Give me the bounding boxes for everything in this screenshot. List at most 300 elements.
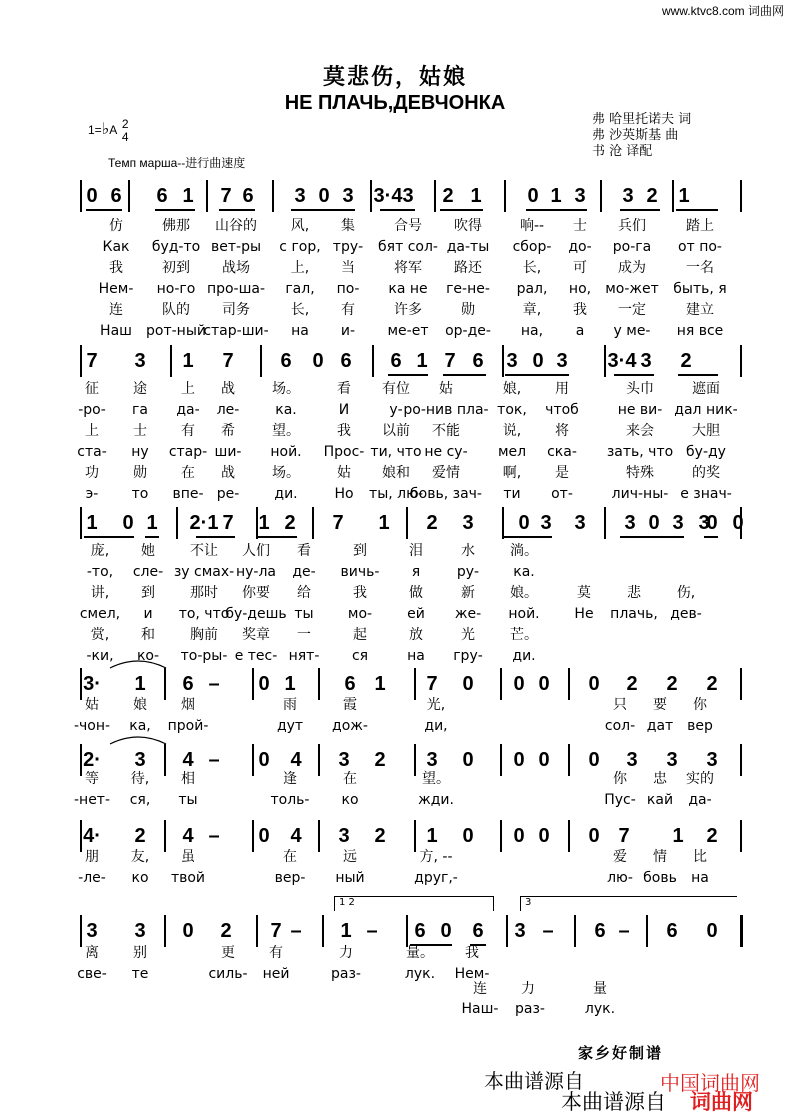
note: 1	[470, 185, 482, 207]
lyric-word: бовь	[643, 870, 677, 886]
lyric-word: же-	[454, 606, 482, 622]
note: 0	[513, 825, 525, 847]
lyric-word: 霞	[343, 697, 357, 713]
barline	[672, 180, 674, 212]
beam	[678, 374, 718, 376]
barline	[740, 915, 743, 947]
lyric-word: не ви-	[617, 402, 663, 418]
beam	[291, 209, 355, 211]
lyric-word: 力	[521, 981, 535, 997]
site-watermark: www.ktvc8.com 词曲网	[661, 4, 784, 18]
barline	[80, 668, 82, 700]
beam	[704, 536, 718, 538]
lyric-word: ти	[503, 486, 521, 502]
note: 3·4	[607, 350, 637, 372]
barline	[370, 180, 372, 212]
lyric-word: ре-	[216, 486, 240, 502]
lyric-word: 悲	[627, 585, 641, 601]
lyric-word: 遮面	[692, 381, 720, 397]
barline	[500, 820, 502, 852]
lyric-word: 光	[461, 627, 475, 643]
note: 0	[527, 185, 539, 207]
credit-music: 弗 沙英斯基 曲	[592, 128, 679, 143]
note: 2	[442, 185, 454, 207]
lyric-word: 比	[693, 849, 707, 865]
lyric-word: а	[575, 323, 585, 339]
lyric-word: на	[407, 648, 425, 664]
lyric-word: 一定	[618, 302, 646, 318]
lyric-word: И	[338, 402, 350, 418]
lyric-word: 司务	[222, 302, 250, 318]
barline	[568, 668, 570, 700]
lyric-word: ста-	[77, 444, 107, 460]
lyric-word: 连	[109, 302, 123, 318]
note: 0	[86, 185, 98, 207]
barline	[740, 180, 742, 212]
lyric-word: 在	[283, 849, 297, 865]
barline	[434, 180, 436, 212]
lyric-word: вер-	[274, 870, 306, 886]
lyric-word: ты, лю-	[369, 486, 423, 502]
lyric-word: ка,	[129, 718, 151, 734]
note: 4	[182, 825, 194, 847]
barline	[600, 180, 602, 212]
beam	[614, 374, 654, 376]
time-top: 2	[121, 117, 129, 131]
note: 1	[374, 673, 386, 695]
note: 4	[182, 749, 194, 771]
lyric-word: Как	[102, 239, 130, 255]
beam	[380, 209, 415, 211]
lyric-word: ной.	[508, 606, 540, 622]
time-bottom: 4	[121, 130, 129, 144]
lyric-word: 可	[573, 260, 587, 276]
beam	[196, 536, 235, 538]
lyric-word: лук.	[584, 1001, 616, 1017]
volta-label: 1 2	[339, 897, 355, 908]
barline	[318, 820, 320, 852]
note: 0	[518, 512, 530, 534]
lyric-word: 勋	[461, 302, 475, 318]
lyric-word: дал ник-	[674, 402, 738, 418]
barline	[740, 668, 742, 700]
lyric-word: 光,	[426, 697, 446, 713]
lyric-word: 量。	[406, 945, 434, 961]
note: 0	[513, 749, 525, 771]
stave-row-6	[0, 820, 790, 852]
note: 1	[182, 185, 194, 207]
note: 6	[280, 350, 292, 372]
lyric-word: 胸前	[190, 627, 218, 643]
barline	[256, 915, 258, 947]
lyric-word: 忠	[653, 771, 667, 787]
barline	[740, 744, 742, 776]
lyric-word: Прос-	[323, 444, 365, 460]
note: 0	[706, 920, 718, 942]
lyric-word: 战	[221, 465, 235, 481]
lyric-word: 娘和	[382, 465, 410, 481]
note: 1	[146, 512, 158, 534]
note: 2	[626, 673, 638, 695]
note: 2	[646, 185, 658, 207]
note: 1	[134, 673, 146, 695]
lyric-word: не су-	[424, 444, 468, 460]
lyric-word: быть, я	[673, 281, 727, 297]
lyric-word: 远	[343, 849, 357, 865]
lyric-word: ну	[131, 444, 149, 460]
lyric-word: до-	[568, 239, 592, 255]
note: 3	[338, 749, 350, 771]
lyric-word: 烟	[181, 697, 195, 713]
lyric-word: 新	[461, 585, 475, 601]
lyric-word: е знач-	[680, 486, 732, 502]
note: 3	[506, 350, 518, 372]
note: 2	[680, 350, 692, 372]
note: 2	[374, 749, 386, 771]
lyric-word: я	[411, 564, 421, 580]
lyric-word: ся,	[129, 792, 151, 808]
note: 1	[550, 185, 562, 207]
note: 3	[134, 920, 146, 942]
lyric-word: 吹得	[454, 218, 482, 234]
lyric-word: 那时	[190, 585, 218, 601]
lyric-word: 力	[339, 945, 353, 961]
barline	[80, 744, 82, 776]
lyric-word: 要	[653, 697, 667, 713]
lyric-word: ка не	[388, 281, 428, 297]
lyric-word: у-	[389, 402, 403, 418]
slur	[108, 732, 168, 746]
lyric-word: бу-дешь	[225, 606, 287, 622]
lyric-word: 长,	[522, 260, 542, 276]
lyric-word: 娘	[133, 697, 147, 713]
note: 4	[290, 749, 302, 771]
barline	[128, 180, 130, 212]
lyric-word: ди.	[512, 648, 536, 664]
lyric-word: по-	[336, 281, 360, 297]
lyric-word: ро-нив пла-	[403, 402, 489, 418]
lyric-word: кай	[646, 792, 674, 808]
lyric-word: 将	[555, 423, 569, 439]
barline	[414, 668, 416, 700]
note: 7	[444, 350, 456, 372]
lyric-word: Но	[334, 486, 354, 502]
lyric-word: 别	[133, 945, 147, 961]
lyric-word: 成为	[618, 260, 646, 276]
barline	[502, 507, 504, 539]
lyric-word: зу смах-	[173, 564, 235, 580]
lyric-word: ты	[294, 606, 314, 622]
note: 6	[110, 185, 122, 207]
note: 7	[270, 920, 282, 942]
lyric-word: 淌。	[510, 543, 538, 559]
barline	[406, 507, 408, 539]
barline	[604, 345, 606, 377]
lyric-word: ди.	[274, 486, 298, 502]
volta-bracket	[334, 896, 494, 911]
lyric-word: 待,	[130, 771, 150, 787]
lyric-word: 实的	[686, 771, 714, 787]
lyric-word: 士	[573, 218, 587, 234]
lyric-word: 我	[353, 585, 367, 601]
lyric-word: 建立	[686, 302, 714, 318]
lyric-word: ты	[178, 792, 198, 808]
lyric-word: 方, --	[419, 849, 453, 865]
lyric-word: ко	[131, 870, 149, 886]
note: 1	[678, 185, 690, 207]
lyric-word: ну-ла	[235, 564, 277, 580]
note: –	[208, 673, 220, 695]
lyric-word: лич-ны-	[611, 486, 669, 502]
lyric-word: 姑	[85, 697, 99, 713]
lyric-word: 量	[593, 981, 607, 997]
lyric-word: друг,-	[414, 870, 458, 886]
lyric-word: 啊,	[502, 465, 522, 481]
barline	[80, 820, 82, 852]
credit-lyrics: 弗 哈里托诺夫 词	[592, 112, 692, 127]
lyric-word: 头巾	[626, 381, 654, 397]
note: 6	[594, 920, 606, 942]
lyric-word: Нем-	[98, 281, 134, 297]
footer-site-b: 词曲网	[690, 1090, 753, 1114]
lyric-word: 离	[85, 945, 99, 961]
lyric-word: 望。	[272, 423, 300, 439]
lyric-word: но-го	[156, 281, 196, 297]
lyric-word: 途	[133, 381, 147, 397]
lyric-word: 讲,	[90, 585, 110, 601]
lyric-word: на,	[520, 323, 544, 339]
lyric-word: 望。	[422, 771, 450, 787]
beam	[620, 209, 660, 211]
lyric-word: 你	[693, 697, 707, 713]
lyric-word: 在	[343, 771, 357, 787]
time-signature	[122, 118, 129, 144]
lyric-word: 大胆	[692, 423, 720, 439]
barline	[80, 915, 82, 947]
note: –	[208, 825, 220, 847]
note: 2	[220, 920, 232, 942]
note: 2	[706, 825, 718, 847]
lyric-word: 场。	[272, 381, 300, 397]
lyric-word: 朋	[85, 849, 99, 865]
lyric-word: вичь-	[340, 564, 380, 580]
barline	[322, 915, 324, 947]
lyric-word: 战场	[222, 260, 250, 276]
lyric-word: -то,	[86, 564, 114, 580]
lyric-word: вет-ры	[210, 239, 262, 255]
note: 6	[344, 673, 356, 695]
lyric-word: те	[131, 966, 149, 982]
barline	[740, 345, 742, 377]
barline	[164, 820, 166, 852]
lyric-word: 我	[465, 945, 479, 961]
barline	[318, 744, 320, 776]
note: 4·	[83, 825, 101, 847]
footer-site-a: 中国词曲网	[660, 1071, 760, 1095]
lyric-word: раз-	[515, 1001, 545, 1017]
note: 3	[698, 512, 710, 534]
note: –	[290, 920, 302, 942]
barline	[252, 820, 254, 852]
note: 0	[258, 749, 270, 771]
lyric-word: Наш-	[461, 1001, 499, 1017]
barline	[260, 345, 262, 377]
lyric-word: 士	[133, 423, 147, 439]
lyric-word: 到	[141, 585, 155, 601]
beam	[145, 536, 159, 538]
lyric-word: 场。	[272, 465, 300, 481]
beam	[256, 536, 297, 538]
lyric-word: 更	[221, 945, 235, 961]
lyric-word: 长,	[290, 302, 310, 318]
note: 3	[672, 512, 684, 534]
barline	[176, 507, 178, 539]
note: 3	[666, 749, 678, 771]
title-chinese: 莫悲伤，姑娘	[322, 64, 467, 90]
lyric-word: 有	[269, 945, 283, 961]
lyric-word: стар-ши-	[203, 323, 269, 339]
barline	[740, 820, 742, 852]
lyric-word: -нет-	[73, 792, 111, 808]
lyric-word: ко-	[136, 648, 160, 664]
note: 6	[666, 920, 678, 942]
lyric-word: 水	[461, 543, 475, 559]
barline	[206, 180, 208, 212]
note: 2	[134, 825, 146, 847]
lyric-word: 佛那	[162, 218, 190, 234]
title-russian: НЕ ПЛАЧЬ,ДЕВЧОНКА	[284, 92, 506, 114]
lyric-word: 的奖	[692, 465, 720, 481]
note: 3	[622, 185, 634, 207]
lyric-word: -ки,	[86, 648, 114, 664]
lyric-word: 我	[109, 260, 123, 276]
lyric-word: 泪	[409, 543, 423, 559]
key-flat: ♭	[101, 121, 110, 139]
note: 0	[462, 673, 474, 695]
note: 0	[182, 920, 194, 942]
lyric-word: 人们	[242, 543, 270, 559]
note: 3	[706, 749, 718, 771]
lyric-word: дев-	[670, 606, 702, 622]
note: 6	[472, 350, 484, 372]
beam	[84, 536, 134, 538]
note: 7	[86, 350, 98, 372]
beam	[676, 209, 718, 211]
stave-row-4	[0, 668, 790, 700]
note: –	[542, 920, 554, 942]
lyric-word: мо-	[347, 606, 373, 622]
lyric-word: ру-	[456, 564, 480, 580]
note: 0	[648, 512, 660, 534]
lyric-word: рал,	[516, 281, 548, 297]
lyric-word: 仿	[109, 218, 123, 234]
lyric-word: 相	[181, 771, 195, 787]
lyric-word: тру-	[332, 239, 364, 255]
lyric-word: 放	[409, 627, 423, 643]
barline	[80, 180, 82, 212]
lyric-word: плачь,	[610, 606, 658, 622]
beam	[620, 536, 684, 538]
note: 7	[222, 512, 234, 534]
beam	[505, 374, 569, 376]
lyric-word: сбор-	[512, 239, 552, 255]
barline	[414, 744, 416, 776]
lyric-word: е тес-	[234, 648, 278, 664]
lyric-word: 连	[473, 981, 487, 997]
lyric-word: ток,	[497, 402, 527, 418]
credit-translation: 书 沧 译配	[592, 144, 653, 159]
lyric-word: 战	[221, 381, 235, 397]
note: 3	[338, 825, 350, 847]
volta-bracket	[520, 896, 737, 911]
lyric-word: 兵们	[618, 218, 646, 234]
lyric-word: мел	[497, 444, 527, 460]
lyric-word: 奖章	[242, 627, 270, 643]
lyric-word: лук.	[404, 966, 436, 982]
lyric-word: то-ры-	[180, 648, 228, 664]
barline	[500, 744, 502, 776]
note: 1	[426, 825, 438, 847]
note: 1	[182, 350, 194, 372]
note: 3	[86, 920, 98, 942]
barline	[272, 180, 274, 212]
lyric-word: 只	[613, 697, 627, 713]
note: 1	[378, 512, 390, 534]
note: 6	[390, 350, 402, 372]
lyric-word: впе-	[172, 486, 204, 502]
lyric-word: 姑	[439, 381, 453, 397]
lyric-word: 有	[341, 302, 355, 318]
note: 2	[374, 825, 386, 847]
lyric-word: 雨	[283, 697, 297, 713]
lyric-word: жди.	[418, 792, 454, 808]
lyric-word: но,	[568, 281, 592, 297]
beam	[155, 209, 195, 211]
note: 0	[538, 825, 550, 847]
lyric-word: Пус-	[604, 792, 636, 808]
lyric-word: ей	[407, 606, 425, 622]
note: 0	[440, 920, 452, 942]
note: 3	[624, 512, 636, 534]
lyric-word: ска-	[547, 444, 577, 460]
beam	[440, 209, 483, 211]
lyric-word: бят сол-	[378, 239, 438, 255]
lyric-word: 伤,	[676, 585, 696, 601]
lyric-word: то, что	[178, 606, 230, 622]
lyric-word: гал,	[285, 281, 315, 297]
note: 7	[426, 673, 438, 695]
lyric-word: да-	[688, 792, 712, 808]
volta-label: 3	[525, 897, 532, 908]
lyric-word: 我	[337, 423, 351, 439]
note: 3	[574, 185, 586, 207]
lyric-word: 章,	[522, 302, 542, 318]
lyric-word: ор-де-	[445, 323, 491, 339]
lyric-word: 将军	[394, 260, 422, 276]
note: 3	[574, 512, 586, 534]
lyric-word: рот-ный	[146, 323, 206, 339]
barline	[604, 507, 606, 539]
tempo-marking: Темп марша--进行曲速度	[108, 156, 246, 170]
footer-source-a: 本曲谱源自	[484, 1069, 584, 1093]
lyric-word: 不能	[432, 423, 460, 439]
note: 0	[532, 350, 544, 372]
lyric-word: ня все	[676, 323, 724, 339]
stave-row-3	[0, 507, 790, 539]
barline	[372, 345, 374, 377]
lyric-word: на	[691, 870, 709, 886]
note: 0	[538, 673, 550, 695]
